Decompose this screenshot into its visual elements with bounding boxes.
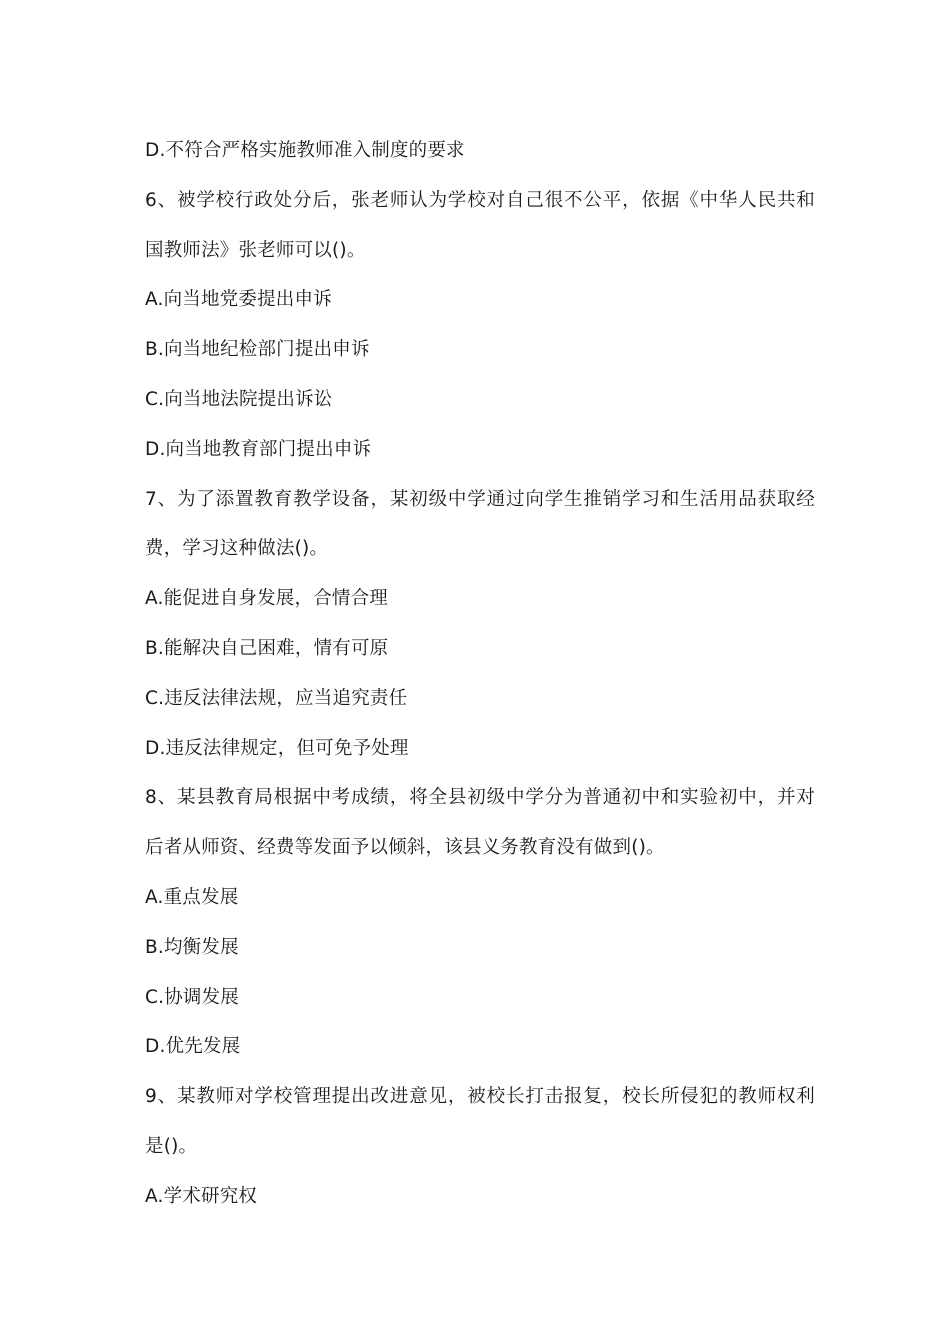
option-b-q6: B.向当地纪检部门提出申诉: [145, 339, 370, 361]
option-a-q6: A.向当地党委提出申诉: [145, 289, 332, 311]
option-d-q5: D.不符合严格实施教师准入制度的要求: [145, 140, 465, 161]
option-c-q6: C.向当地法院提出诉讼: [145, 388, 333, 410]
option-b-q7: B.能解决自己困难，情有可原: [145, 637, 389, 659]
option-c-q8: C.协调发展: [145, 986, 239, 1008]
option-b-q8: B.均衡发展: [145, 936, 239, 958]
question-6-line-2: 国教师法》张老师可以()。: [145, 239, 366, 261]
document-body: [145, 126, 815, 1222]
question-9-line-1: 9、某教师对学校管理提出改进意见，被校长打击报复，校长所侵犯的教师权利: [145, 1086, 815, 1108]
option-d-q8: D.优先发展: [145, 1036, 241, 1058]
option-d-q6: D.向当地教育部门提出申诉: [145, 438, 372, 460]
option-c-q7: C.违反法律法规，应当追究责任: [145, 687, 408, 709]
option-a-q8: A.重点发展: [145, 886, 239, 908]
question-8-line-2: 后者从师资、经费等发面予以倾斜，该县义务教育没有做到()。: [145, 837, 665, 859]
option-a-q7: A.能促进自身发展，合情合理: [145, 588, 389, 610]
option-d-q7: D.违反法律规定，但可免予处理: [145, 737, 409, 759]
option-a-q9: A.学术研究权: [145, 1185, 258, 1207]
question-6-line-1: 6、被学校行政处分后，张老师认为学校对自己很不公平，依据《中华人民共和: [145, 189, 815, 211]
question-7-line-2: 费，学习这种做法()。: [145, 538, 329, 560]
question-9-line-2: 是()。: [145, 1135, 198, 1157]
question-7-line-1: 7、为了添置教育教学设备，某初级中学通过向学生推销学习和生活用品获取经: [145, 488, 815, 510]
question-8-line-1: 8、某县教育局根据中考成绩，将全县初级中学分为普通初中和实验初中，并对: [145, 787, 815, 809]
